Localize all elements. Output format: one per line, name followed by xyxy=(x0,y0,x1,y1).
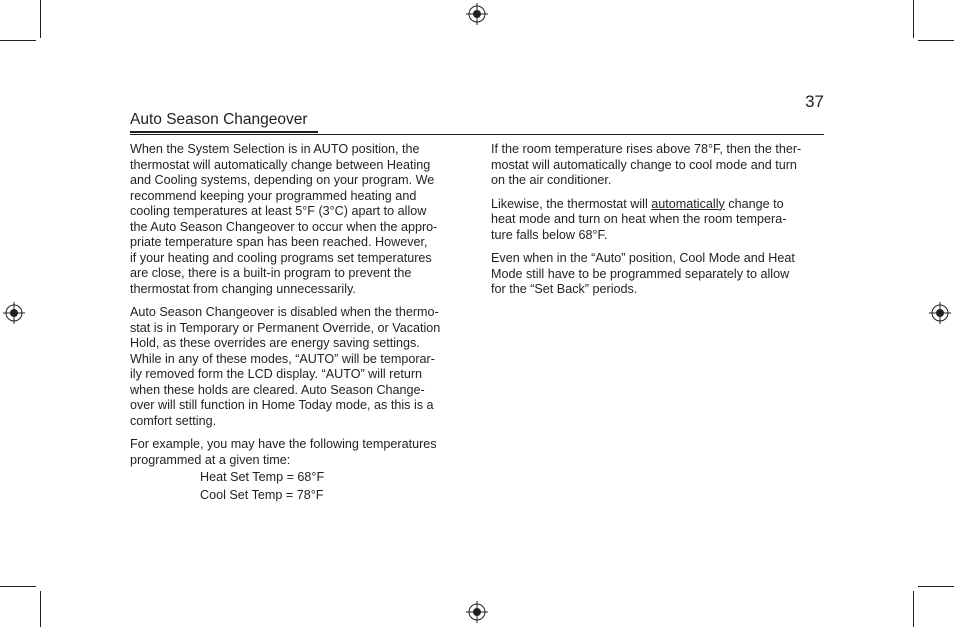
emphasized-word: automatically xyxy=(651,196,725,211)
text-line: Auto Season Changeover is disabled when the thermo- xyxy=(130,305,439,319)
page-number: 37 xyxy=(805,92,824,111)
paragraph xyxy=(491,142,831,189)
text-line: recommend keeping your programmed heating and xyxy=(130,188,417,203)
paragraph xyxy=(130,437,470,503)
text-line: Hold, as these overrides are energy saving settings. xyxy=(130,336,420,350)
crop-mark xyxy=(0,40,36,41)
text-line: Even when in the “Auto” position, Cool Mode and Heat xyxy=(491,251,795,265)
section-heading: Auto Season Changeover xyxy=(130,111,308,128)
crop-mark xyxy=(0,586,36,587)
text-line: cooling temperatures at least 5°F (3°C) apart to allow xyxy=(130,204,427,218)
text-line: over will still function in Home Today mode, as this is a xyxy=(130,398,434,412)
paragraph xyxy=(491,197,831,244)
left-column xyxy=(130,142,470,503)
text-line: programmed at a given time: xyxy=(130,452,291,467)
registration-mark-icon xyxy=(466,601,488,623)
crop-mark xyxy=(40,591,41,627)
cool-set-temp: Cool Set Temp = 78°F xyxy=(200,487,324,502)
header-rule xyxy=(130,134,824,135)
text-line: thermostat from changing unnecessarily. xyxy=(130,281,356,296)
text-line: for the “Set Back” periods. xyxy=(491,282,638,296)
paragraph xyxy=(491,251,831,298)
registration-mark-icon xyxy=(929,302,951,324)
text-fragment: change to xyxy=(724,196,784,211)
crop-mark xyxy=(40,0,41,38)
text-line: on the air conditioner. xyxy=(491,173,612,187)
text-line: When the System Selection is in AUTO position, the xyxy=(130,142,420,156)
text-line: priate temperature span has been reached. However, xyxy=(130,235,428,249)
text-line: heat mode and turn on heat when the room tempera- xyxy=(491,212,787,226)
text-line: If the room temperature rises above 78°F, then the ther- xyxy=(491,142,802,156)
crop-mark xyxy=(913,591,914,627)
paragraph xyxy=(130,305,470,429)
registration-mark-icon xyxy=(3,302,25,324)
text-line: ily removed form the LCD display. “AUTO” will return xyxy=(130,367,423,381)
text-line: are close, there is a built-in program to prevent the xyxy=(130,266,412,280)
text-line: Mode still have to be programmed separately to allow xyxy=(491,266,790,281)
paragraph xyxy=(130,142,470,297)
text-fragment: Likewise, the thermostat will xyxy=(491,196,652,211)
text-line: the Auto Season Changeover to occur when the appro- xyxy=(130,219,438,234)
text-line: if your heating and cooling programs set temperatures xyxy=(130,250,432,265)
text-line: and Cooling systems, depending on your program. We xyxy=(130,173,435,187)
text-line: While in any of these modes, “AUTO” will be temporar- xyxy=(130,351,435,366)
text-line: For example, you may have the following temperatures xyxy=(130,437,437,451)
text-line: comfort setting. xyxy=(130,413,217,428)
crop-mark xyxy=(918,40,954,41)
crop-mark xyxy=(913,0,914,38)
text-line: thermostat will automatically change between Heating xyxy=(130,157,431,172)
registration-mark-icon xyxy=(466,3,488,25)
text-line: stat is in Temporary or Permanent Override, or Vacation xyxy=(130,320,441,335)
heading-underline xyxy=(130,131,318,133)
text-line: ture falls below 68°F. xyxy=(491,227,608,242)
text-line xyxy=(491,197,831,213)
text-line: when these holds are cleared. Auto Season Change- xyxy=(130,382,425,397)
right-column xyxy=(491,142,831,298)
heat-set-temp: Heat Set Temp = 68°F xyxy=(200,470,325,484)
text-line: mostat will automatically change to cool mode and turn xyxy=(491,157,797,172)
crop-mark xyxy=(918,586,954,587)
